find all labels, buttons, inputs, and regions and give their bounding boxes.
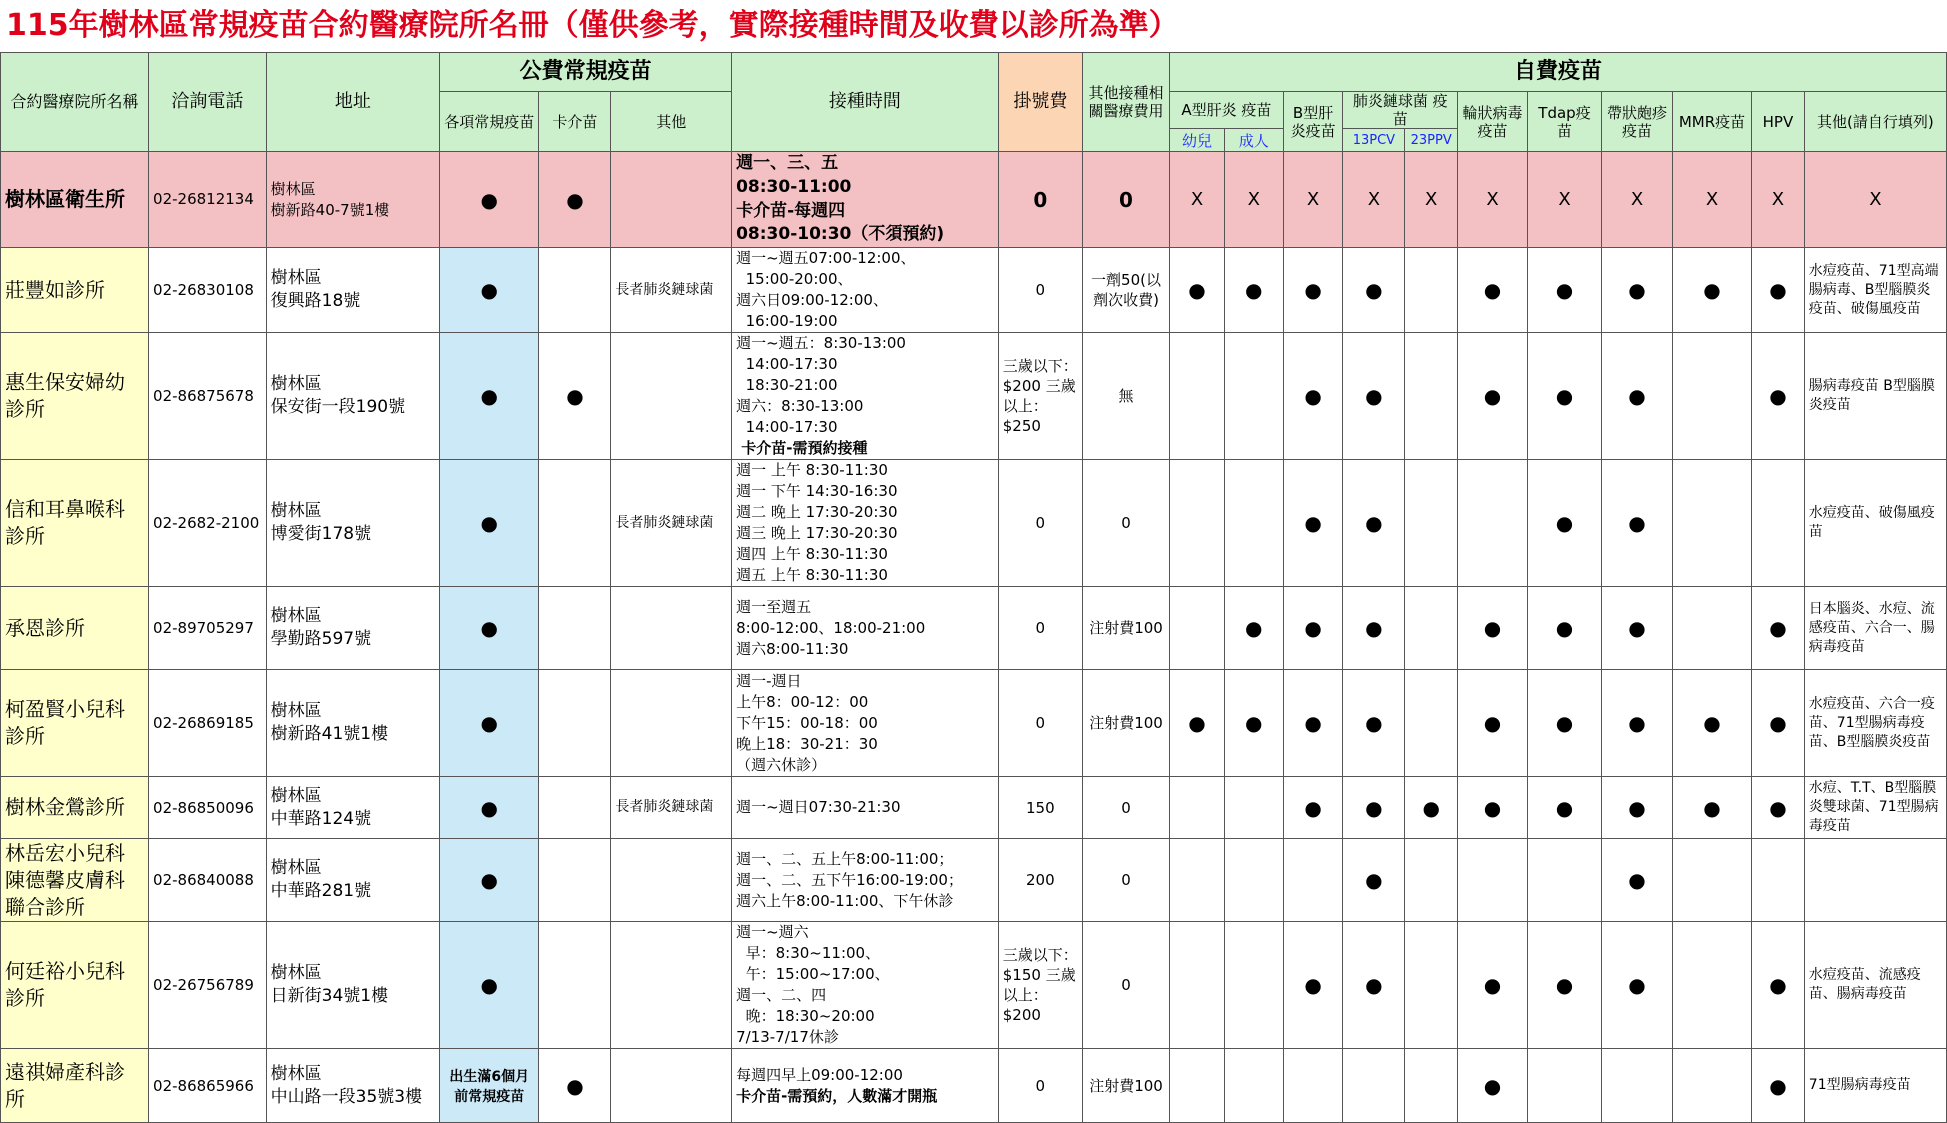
mark-hpv: ●	[1752, 248, 1805, 333]
mark-pcv13: ●	[1343, 460, 1405, 587]
mark-hepa-adult	[1224, 922, 1283, 1049]
clinic-name: 信和耳鼻喉科診所	[1, 460, 149, 587]
col-clinic: 合約醫療院所名稱	[1, 53, 149, 152]
mark-mmr	[1672, 460, 1751, 587]
col-ppv23: 23PPV	[1405, 129, 1458, 152]
mark-hpv	[1752, 839, 1805, 922]
vaccination-time: 週一~週日07:30-21:30	[732, 777, 999, 839]
col-pcv13: 13PCV	[1343, 129, 1405, 152]
other-self-vaccines	[1804, 839, 1946, 922]
mark-hepa-adult: ●	[1224, 587, 1283, 670]
mark-rota	[1458, 839, 1528, 922]
mark-hepb	[1283, 839, 1343, 922]
mark-tdap: ●	[1528, 248, 1602, 333]
col-time: 接種時間	[732, 53, 999, 152]
mark-mmr	[1672, 922, 1751, 1049]
mark-zoster: ●	[1602, 587, 1673, 670]
other-public: 長者肺炎鏈球菌	[611, 777, 732, 839]
mark-rota: ●	[1458, 777, 1528, 839]
other-fee: 0	[1082, 839, 1169, 922]
mark-hepb	[1283, 1049, 1343, 1123]
mark-hpv: ●	[1752, 333, 1805, 460]
mark-hepb: ●	[1283, 248, 1343, 333]
mark-ppv23	[1405, 922, 1458, 1049]
clinic-phone: 02-86865966	[149, 1049, 267, 1123]
col-self-group: 自費疫苗	[1170, 53, 1947, 92]
vaccination-time: 週一-週日 上午8：00-12：00 下午15：00-18：00 晚上18：30-21：30 （週六休診）	[732, 670, 999, 777]
mark-mmr	[1672, 839, 1751, 922]
mark-pcv13	[1343, 1049, 1405, 1123]
other-fee: 0	[1082, 777, 1169, 839]
mark-pcv13: ●	[1343, 333, 1405, 460]
mark-ppv23	[1405, 587, 1458, 670]
col-mmr: MMR疫苗	[1672, 92, 1751, 152]
mark-ppv23	[1405, 333, 1458, 460]
mark-tdap: ●	[1528, 777, 1602, 839]
mark-hepa-child	[1170, 587, 1225, 670]
mark-hepa-adult	[1224, 839, 1283, 922]
col-routine: 各項常規疫苗	[440, 92, 539, 152]
mark-hepa-child	[1170, 460, 1225, 587]
table-row	[1, 1049, 1947, 1123]
registration-fee: 0	[998, 1049, 1082, 1123]
table-row	[1, 152, 1947, 248]
mark-hepa-child	[1170, 333, 1225, 460]
registration-fee: 200	[998, 839, 1082, 922]
routine-mark: ●	[440, 333, 539, 460]
registration-fee: 0	[998, 587, 1082, 670]
clinic-name: 莊豐如診所	[1, 248, 149, 333]
mark-hepa-adult	[1224, 777, 1283, 839]
col-hepb: B型肝炎疫苗	[1283, 92, 1343, 152]
routine-mark: ●	[440, 670, 539, 777]
col-address: 地址	[266, 53, 439, 152]
routine-mark: 出生滿6個月前常規疫苗	[440, 1049, 539, 1123]
mark-rota: X	[1458, 152, 1528, 248]
col-hepa-child: 幼兒	[1170, 129, 1225, 152]
col-hepa-adult: 成人	[1224, 129, 1283, 152]
mark-tdap: ●	[1528, 460, 1602, 587]
mark-pcv13: ●	[1343, 839, 1405, 922]
clinic-phone: 02-2682-2100	[149, 460, 267, 587]
mark-hepa-adult: ●	[1224, 670, 1283, 777]
mark-hpv	[1752, 460, 1805, 587]
mark-hpv: ●	[1752, 587, 1805, 670]
mark-hepb: ●	[1283, 670, 1343, 777]
mark-hpv: ●	[1752, 1049, 1805, 1123]
clinic-name: 承恩診所	[1, 587, 149, 670]
mark-hpv: X	[1752, 152, 1805, 248]
mark-hepb: ●	[1283, 587, 1343, 670]
clinic-phone: 02-26812134	[149, 152, 267, 248]
mark-tdap: ●	[1528, 670, 1602, 777]
mark-hpv: ●	[1752, 922, 1805, 1049]
other-fee: 一劑50(以劑次收費)	[1082, 248, 1169, 333]
vaccination-time: 週一、三、五 08:30-11:00 卡介苗-每週四 08:30-10:30（不須預約)	[732, 152, 999, 248]
bcg-mark	[539, 839, 611, 922]
other-fee: 0	[1082, 152, 1169, 248]
table-row	[1, 587, 1947, 670]
mark-ppv23	[1405, 460, 1458, 587]
other-fee: 0	[1082, 922, 1169, 1049]
table-row	[1, 248, 1947, 333]
other-self-vaccines: 水痘疫苗、流感疫苗、腸病毒疫苗	[1804, 922, 1946, 1049]
mark-rota: ●	[1458, 922, 1528, 1049]
mark-pcv13: X	[1343, 152, 1405, 248]
other-self-vaccines: 71型腸病毒疫苗	[1804, 1049, 1946, 1123]
mark-zoster: ●	[1602, 922, 1673, 1049]
mark-hepa-adult	[1224, 333, 1283, 460]
registration-fee: 0	[998, 670, 1082, 777]
clinic-address: 樹林區 日新街34號1樓	[266, 922, 439, 1049]
mark-ppv23	[1405, 670, 1458, 777]
mark-hepa-child: ●	[1170, 670, 1225, 777]
clinic-name: 林岳宏小兒科陳德馨皮膚科聯合診所	[1, 839, 149, 922]
other-fee: 注射費100	[1082, 587, 1169, 670]
mark-other-self: X	[1804, 152, 1946, 248]
mark-zoster: ●	[1602, 670, 1673, 777]
col-other-self: 其他(請自行填列)	[1804, 92, 1946, 152]
mark-zoster: ●	[1602, 460, 1673, 587]
bcg-mark: ●	[539, 152, 611, 248]
vaccination-time: 週一~週六 早：8:30~11:00、 午：15:00~17:00、 週一、二、四 晚：18:30~20:00 7/13-7/17休診	[732, 922, 999, 1049]
registration-fee: 0	[998, 460, 1082, 587]
mark-mmr	[1672, 1049, 1751, 1123]
clinic-phone: 02-86850096	[149, 777, 267, 839]
mark-rota: ●	[1458, 587, 1528, 670]
mark-ppv23: X	[1405, 152, 1458, 248]
other-fee: 0	[1082, 460, 1169, 587]
vaccination-time: 週一~週五07:00-12:00、 15:00-20:00、 週六日09:00-12:00、 16:00-19:00	[732, 248, 999, 333]
other-public	[611, 1049, 732, 1123]
mark-hepa-child: ●	[1170, 248, 1225, 333]
clinic-address: 樹林區 學勤路597號	[266, 587, 439, 670]
col-rota: 輪狀病毒疫苗	[1458, 92, 1528, 152]
mark-tdap	[1528, 1049, 1602, 1123]
routine-mark: ●	[440, 777, 539, 839]
mark-hepa-child	[1170, 922, 1225, 1049]
other-public: 長者肺炎鏈球菌	[611, 460, 732, 587]
vaccination-time: 週一 上午 8:30-11:30 週一 下午 14:30-16:30 週二 晚上 17:30-20:30 週三 晚上 17:30-20:30 週四 上午 8:30-11:30 週五 上午 8:30-11:30	[732, 460, 999, 587]
mark-hepa-adult	[1224, 1049, 1283, 1123]
mark-hepa-adult	[1224, 460, 1283, 587]
routine-mark: ●	[440, 248, 539, 333]
bcg-mark	[539, 922, 611, 1049]
clinic-address: 樹林區 中華路281號	[266, 839, 439, 922]
clinic-address: 樹林區 中山路一段35號3樓	[266, 1049, 439, 1123]
clinic-name: 何廷裕小兒科診所	[1, 922, 149, 1049]
other-public	[611, 587, 732, 670]
mark-hepb: ●	[1283, 333, 1343, 460]
table-row	[1, 460, 1947, 587]
clinic-phone: 02-26830108	[149, 248, 267, 333]
col-phone: 洽詢電話	[149, 53, 267, 152]
registration-fee: 150	[998, 777, 1082, 839]
clinic-name: 樹林金鶯診所	[1, 777, 149, 839]
clinic-address: 樹林區 樹新路41號1樓	[266, 670, 439, 777]
mark-pcv13: ●	[1343, 922, 1405, 1049]
other-public	[611, 922, 732, 1049]
mark-zoster	[1602, 1049, 1673, 1123]
mark-hepb: X	[1283, 152, 1343, 248]
col-bcg: 卡介苗	[539, 92, 611, 152]
clinic-table	[0, 52, 1947, 1123]
mark-pcv13: ●	[1343, 777, 1405, 839]
vaccination-time: 週一至週五 8:00-12:00、18:00-21:00 週六8:00-11:30	[732, 587, 999, 670]
routine-mark: ●	[440, 152, 539, 248]
bcg-mark: ●	[539, 333, 611, 460]
col-pneumo: 肺炎鏈球菌 疫苗	[1343, 92, 1458, 129]
other-public	[611, 333, 732, 460]
other-fee: 無	[1082, 333, 1169, 460]
mark-hepb: ●	[1283, 460, 1343, 587]
clinic-phone: 02-26756789	[149, 922, 267, 1049]
mark-tdap: ●	[1528, 333, 1602, 460]
mark-rota: ●	[1458, 248, 1528, 333]
other-self-vaccines: 水痘疫苗、六合一疫苗、71型腸病毒疫苗、B型腦膜炎疫苗	[1804, 670, 1946, 777]
clinic-address: 樹林區 保安街一段190號	[266, 333, 439, 460]
clinic-phone: 02-86840088	[149, 839, 267, 922]
mark-tdap: ●	[1528, 587, 1602, 670]
other-public	[611, 839, 732, 922]
col-zoster: 帶狀皰疹疫苗	[1602, 92, 1673, 152]
other-public	[611, 670, 732, 777]
mark-pcv13: ●	[1343, 248, 1405, 333]
other-public	[611, 152, 732, 248]
col-tdap: Tdap疫苗	[1528, 92, 1602, 152]
bcg-mark	[539, 460, 611, 587]
mark-mmr: ●	[1672, 248, 1751, 333]
col-hpv: HPV	[1752, 92, 1805, 152]
bcg-mark	[539, 777, 611, 839]
other-public: 長者肺炎鏈球菌	[611, 248, 732, 333]
routine-mark: ●	[440, 587, 539, 670]
mark-zoster: ●	[1602, 333, 1673, 460]
mark-tdap: ●	[1528, 922, 1602, 1049]
mark-zoster: X	[1602, 152, 1673, 248]
mark-rota	[1458, 460, 1528, 587]
other-self-vaccines: 日本腦炎、水痘、流感疫苗、六合一、腸病毒疫苗	[1804, 587, 1946, 670]
vaccination-time: 週一~週五：8:30-13:00 14:00-17:30 18:30-21:00 週六：8:30-13:00 14:00-17:30 卡介苗-需預約接種	[732, 333, 999, 460]
mark-tdap: X	[1528, 152, 1602, 248]
other-self-vaccines: 水痘、T.T、B型腦膜炎雙球菌、71型腸病毒疫苗	[1804, 777, 1946, 839]
clinic-phone: 02-26869185	[149, 670, 267, 777]
routine-mark: ●	[440, 460, 539, 587]
bcg-mark	[539, 587, 611, 670]
mark-ppv23	[1405, 1049, 1458, 1123]
mark-rota: ●	[1458, 333, 1528, 460]
mark-hepa-child	[1170, 839, 1225, 922]
mark-ppv23	[1405, 839, 1458, 922]
routine-mark: ●	[440, 922, 539, 1049]
other-fee: 注射費100	[1082, 670, 1169, 777]
clinic-address: 樹林區 樹新路40-7號1樓	[266, 152, 439, 248]
table-row	[1, 670, 1947, 777]
col-hepa: A型肝炎 疫苗	[1170, 92, 1284, 129]
mark-pcv13: ●	[1343, 587, 1405, 670]
mark-pcv13: ●	[1343, 670, 1405, 777]
mark-hpv: ●	[1752, 670, 1805, 777]
mark-zoster: ●	[1602, 248, 1673, 333]
other-self-vaccines: 水痘疫苗、破傷風疫苗	[1804, 460, 1946, 587]
other-fee: 注射費100	[1082, 1049, 1169, 1123]
registration-fee: 三歲以下：$200 三歲以上：$250	[998, 333, 1082, 460]
page-title: 115年樹林區常規疫苗合約醫療院所名冊（僅供參考，實際接種時間及收費以診所為準）	[6, 8, 1179, 43]
registration-fee: 三歲以下：$150 三歲以上：$200	[998, 922, 1082, 1049]
other-self-vaccines: 腸病毒疫苗 B型腦膜炎疫苗	[1804, 333, 1946, 460]
clinic-name: 樹林區衛生所	[1, 152, 149, 248]
mark-hepa-child	[1170, 777, 1225, 839]
mark-hepb: ●	[1283, 777, 1343, 839]
mark-hepa-adult: ●	[1224, 248, 1283, 333]
clinic-phone: 02-86875678	[149, 333, 267, 460]
mark-zoster: ●	[1602, 839, 1673, 922]
mark-hepa-adult: X	[1224, 152, 1283, 248]
mark-rota: ●	[1458, 670, 1528, 777]
mark-mmr	[1672, 587, 1751, 670]
table-row	[1, 333, 1947, 460]
mark-hepa-child: X	[1170, 152, 1225, 248]
col-fee: 掛號費	[998, 53, 1082, 152]
registration-fee: 0	[998, 152, 1082, 248]
clinic-name: 遠祺婦產科診所	[1, 1049, 149, 1123]
mark-hpv: ●	[1752, 777, 1805, 839]
clinic-name: 柯盈賢小兒科診所	[1, 670, 149, 777]
mark-ppv23	[1405, 248, 1458, 333]
mark-zoster: ●	[1602, 777, 1673, 839]
mark-mmr: X	[1672, 152, 1751, 248]
mark-hepa-child	[1170, 1049, 1225, 1123]
bcg-mark	[539, 248, 611, 333]
mark-mmr: ●	[1672, 777, 1751, 839]
vaccination-time: 每週四早上09:00-12:00 卡介苗-需預約，人數滿才開瓶	[732, 1049, 999, 1123]
bcg-mark	[539, 670, 611, 777]
mark-mmr	[1672, 333, 1751, 460]
mark-mmr: ●	[1672, 670, 1751, 777]
bcg-mark: ●	[539, 1049, 611, 1123]
registration-fee: 0	[998, 248, 1082, 333]
table-row	[1, 839, 1947, 922]
mark-ppv23: ●	[1405, 777, 1458, 839]
mark-tdap	[1528, 839, 1602, 922]
clinic-name: 惠生保安婦幼診所	[1, 333, 149, 460]
table-row	[1, 777, 1947, 839]
routine-mark: ●	[440, 839, 539, 922]
clinic-address: 樹林區 博愛街178號	[266, 460, 439, 587]
clinic-address: 樹林區 復興路18號	[266, 248, 439, 333]
mark-rota: ●	[1458, 1049, 1528, 1123]
clinic-phone: 02-89705297	[149, 587, 267, 670]
col-other: 其他	[611, 92, 732, 152]
mark-hepb: ●	[1283, 922, 1343, 1049]
table-row	[1, 922, 1947, 1049]
other-self-vaccines: 水痘疫苗、71型高端腸病毒、B型腦膜炎疫苗、破傷風疫苗	[1804, 248, 1946, 333]
vaccination-time: 週一、二、五上午8:00-11:00； 週一、二、五下午16:00-19:00； 週六上午8:00-11:00、下午休診	[732, 839, 999, 922]
col-public-group: 公費常規疫苗	[440, 53, 732, 92]
col-other-fee: 其他接種相關醫療費用	[1082, 53, 1169, 152]
clinic-address: 樹林區 中華路124號	[266, 777, 439, 839]
